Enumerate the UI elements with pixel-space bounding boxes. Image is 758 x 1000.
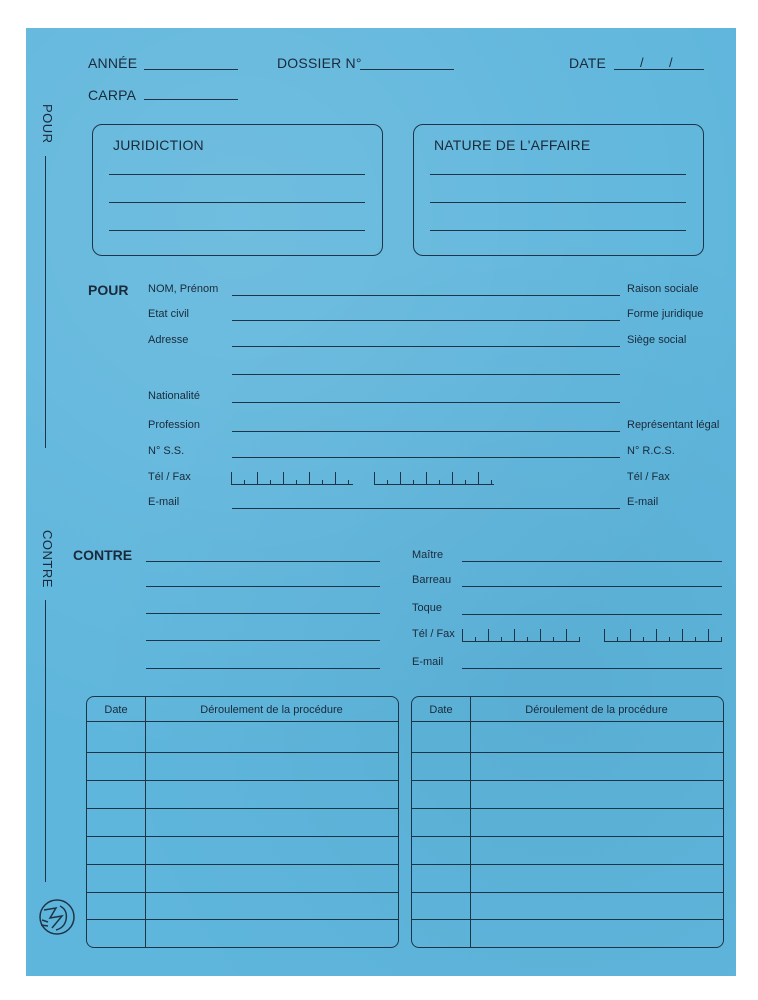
pour-label-etat-civil: Etat civil [148,308,189,320]
nature-line [430,174,686,175]
dossier-label: DOSSIER N° [277,55,362,71]
logo-icon [36,896,78,938]
pour-label-tel: Tél / Fax [148,471,191,483]
pour-label-email: E-mail [148,496,180,508]
contre-line[interactable] [146,561,380,562]
side-contre-line [45,600,46,882]
date-sep-1: / [640,55,644,70]
contre-line-barreau[interactable] [462,586,722,587]
date-label: DATE [569,55,607,71]
pour-label-siege-social: Siège social [627,334,687,346]
pour-label-representant: Représentant légal [627,419,720,431]
table-row-line [87,892,398,893]
table-row-line [87,836,398,837]
pour-line-nom[interactable] [232,295,620,296]
procedure-table-right[interactable] [411,696,724,948]
contre-line-toque[interactable] [462,614,722,615]
folder-sheet [26,28,736,976]
pour-line-email[interactable] [232,508,620,509]
contre-title: CONTRE [73,547,133,563]
pour-label-nom: NOM, Prénom [148,283,219,295]
contre-label-tel: Tél / Fax [412,628,455,640]
table-row-line [87,721,398,722]
juridiction-line [109,202,365,203]
pour-label-tel-right: Tél / Fax [627,471,670,483]
table-header-procedure: Déroulement de la procédure [200,704,343,716]
pour-line-ss[interactable] [232,457,620,458]
table-header-procedure: Déroulement de la procédure [525,704,668,716]
table-row-line [412,721,723,722]
juridiction-box[interactable] [92,124,383,256]
pour-title: POUR [88,282,129,298]
table-row-line [412,864,723,865]
juridiction-title: JURIDICTION [113,137,204,153]
table-row-line [412,752,723,753]
table-row-line [87,808,398,809]
contre-tel-ticks-1[interactable] [462,629,580,642]
contre-line[interactable] [146,613,380,614]
contre-label-barreau: Barreau [412,574,452,586]
table-row-line [87,919,398,920]
contre-label-toque: Toque [412,602,442,614]
pour-label-raison-sociale: Raison sociale [627,283,699,295]
contre-line-maitre[interactable] [462,561,722,562]
contre-tel-ticks-2[interactable] [604,629,722,642]
carpa-line[interactable] [144,99,238,100]
dossier-line[interactable] [360,69,454,70]
table-col-divider [145,697,146,947]
pour-label-email-right: E-mail [627,496,659,508]
pour-label-forme-juridique: Forme juridique [627,308,704,320]
table-row-line [87,864,398,865]
table-row-line [412,892,723,893]
table-row-line [412,836,723,837]
contre-line-email[interactable] [462,668,722,669]
side-contre-label: CONTRE [40,530,55,588]
table-header-date: Date [104,704,128,716]
table-header-date: Date [429,704,453,716]
pour-label-rcs: N° R.C.S. [627,445,675,457]
pour-label-nationalite: Nationalité [148,390,200,402]
table-row-line [87,752,398,753]
nature-title: NATURE DE L'AFFAIRE [434,137,591,153]
nature-box[interactable] [413,124,704,256]
pour-line-profession[interactable] [232,431,620,432]
date-sep-2: / [669,55,673,70]
annee-label: ANNÉE [88,55,138,71]
pour-tel-ticks-1[interactable] [231,472,353,485]
nature-line [430,230,686,231]
pour-label-adresse: Adresse [148,334,189,346]
pour-line-nationalite[interactable] [232,402,620,403]
contre-line[interactable] [146,640,380,641]
table-row-line [412,780,723,781]
pour-tel-ticks-2[interactable] [374,472,494,485]
side-pour-label: POUR [40,104,55,144]
pour-line-adresse[interactable] [232,346,620,347]
table-row-line [412,808,723,809]
annee-line[interactable] [144,69,238,70]
pour-label-profession: Profession [148,419,200,431]
contre-label-maitre: Maître [412,549,444,561]
juridiction-line [109,174,365,175]
nature-line [430,202,686,203]
juridiction-line [109,230,365,231]
pour-label-ss: N° S.S. [148,445,185,457]
pour-line-adresse-2[interactable] [232,374,620,375]
contre-line[interactable] [146,586,380,587]
pour-line-etat-civil[interactable] [232,320,620,321]
procedure-table-left[interactable] [86,696,399,948]
table-row-line [87,780,398,781]
table-col-divider [470,697,471,947]
contre-line[interactable] [146,668,380,669]
date-line[interactable] [614,69,704,70]
table-row-line [412,919,723,920]
side-pour-line [45,156,46,448]
contre-label-email: E-mail [412,656,444,668]
carpa-label: CARPA [88,87,137,103]
